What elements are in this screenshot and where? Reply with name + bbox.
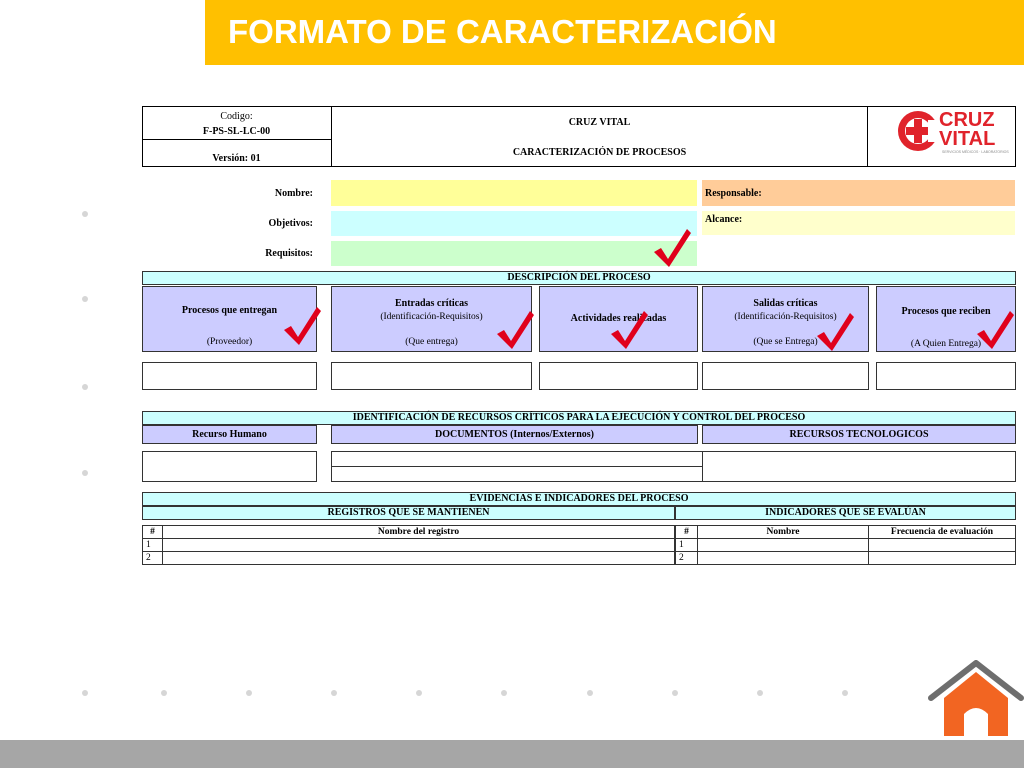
table-cell[interactable] xyxy=(163,539,675,552)
process-column-note: (Que se Entrega) xyxy=(753,337,818,347)
table-row xyxy=(676,552,1016,565)
documents-box[interactable] xyxy=(331,466,703,482)
slide-title-bar xyxy=(205,0,1024,65)
table-row xyxy=(676,526,1016,539)
indicators-table xyxy=(675,525,1016,565)
version-label: Versión: 01 xyxy=(212,153,261,164)
table-header-cell: Nombre del registro xyxy=(163,526,675,539)
row-number: 2 xyxy=(143,552,163,565)
nombre-label: Nombre: xyxy=(274,188,313,199)
process-entry-box[interactable] xyxy=(539,362,698,390)
process-entry-box[interactable] xyxy=(331,362,532,390)
decorative-dot xyxy=(842,690,848,696)
alcance-field[interactable] xyxy=(702,211,1015,235)
slide-title: FORMATO DE CARACTERIZACIÓN xyxy=(228,13,777,50)
table-row xyxy=(143,552,675,565)
decorative-dot xyxy=(82,296,88,302)
codigo-label: Codigo: xyxy=(220,111,253,122)
documents-box[interactable] xyxy=(331,451,703,467)
table-header-cell: # xyxy=(676,526,698,539)
process-entry-box[interactable] xyxy=(876,362,1016,390)
records-table xyxy=(142,525,675,565)
decorative-dot xyxy=(416,690,422,696)
technological-resources-header: RECURSOS TECNOLOGICOS xyxy=(702,425,1016,444)
table-row xyxy=(676,539,1016,552)
logo-text-cruz: CRUZ xyxy=(939,109,995,131)
process-entry-box[interactable] xyxy=(702,362,869,390)
human-resource-box[interactable] xyxy=(142,451,317,482)
check-mark-icon xyxy=(495,308,535,350)
documents-header: DOCUMENTOS (Internos/Externos) xyxy=(331,425,698,444)
process-column-note: (Proveedor) xyxy=(206,337,253,347)
table-cell[interactable] xyxy=(698,552,869,565)
nombre-field[interactable] xyxy=(331,180,697,206)
logo-text-vital: VITAL xyxy=(939,128,996,150)
check-mark-icon xyxy=(652,226,692,268)
objetivos-field[interactable] xyxy=(331,211,697,236)
process-column-note: (A Quien Entrega) xyxy=(910,339,982,349)
resources-section-header: IDENTIFICACIÓN DE RECURSOS CRÍTICOS PARA LA EJECUCIÓN Y CONTROL DEL PROCESO xyxy=(142,411,1016,425)
process-entry-box[interactable] xyxy=(142,362,317,390)
table-row xyxy=(143,526,675,539)
decorative-dot xyxy=(82,690,88,696)
home-icon[interactable] xyxy=(928,660,1024,740)
records-header: REGISTROS QUE SE MANTIENEN xyxy=(142,506,675,520)
indicators-header: INDICADORES QUE SE EVALÚAN xyxy=(675,506,1016,520)
check-mark-icon xyxy=(815,310,855,352)
decorative-dot xyxy=(757,690,763,696)
table-cell[interactable] xyxy=(163,552,675,565)
row-number: 1 xyxy=(143,539,163,552)
check-mark-icon xyxy=(609,308,649,350)
document-title: CARACTERIZACIÓN DE PROCESOS xyxy=(512,147,687,158)
table-header-cell: # xyxy=(143,526,163,539)
decorative-dot xyxy=(82,470,88,476)
footer-bar xyxy=(0,740,1024,768)
requisitos-label: Requisitos: xyxy=(265,248,313,259)
process-column-title: Salidas críticas xyxy=(753,298,818,309)
responsable-label: Responsable: xyxy=(705,188,762,199)
process-column-subtitle: (Identificación-Requisitos) xyxy=(734,312,837,322)
check-mark-icon xyxy=(975,308,1015,350)
table-cell[interactable] xyxy=(869,539,1016,552)
decorative-dot xyxy=(82,384,88,390)
table-cell[interactable] xyxy=(698,539,869,552)
process-column-title: Procesos que entregan xyxy=(181,305,278,316)
process-column-title: Entradas críticas xyxy=(394,298,469,309)
logo-tagline: SERVICIOS MÉDICOS · LABORATORIOS xyxy=(942,150,1009,154)
divider xyxy=(867,106,868,167)
company-name: CRUZ VITAL xyxy=(568,117,631,128)
process-column-title: Actividades realizadas xyxy=(570,313,667,324)
process-section-header: DESCRIPCIÓN DEL PROCESO xyxy=(142,271,1016,285)
table-header-cell: Nombre xyxy=(698,526,869,539)
evidence-section-header: EVIDENCIAS E INDICADORES DEL PROCESO xyxy=(142,492,1016,506)
table-cell[interactable] xyxy=(869,552,1016,565)
process-column-subtitle: (Identificación-Requisitos) xyxy=(380,312,483,322)
decorative-dot xyxy=(161,690,167,696)
table-row xyxy=(143,539,675,552)
objetivos-label: Objetivos: xyxy=(268,218,313,229)
row-number: 1 xyxy=(676,539,698,552)
responsable-field[interactable] xyxy=(702,180,1015,206)
decorative-dot xyxy=(501,690,507,696)
row-number: 2 xyxy=(676,552,698,565)
alcance-label: Alcance: xyxy=(705,214,743,225)
process-column-note: (Que entrega) xyxy=(405,337,458,347)
codigo-value: F-PS-SL-LC-00 xyxy=(202,126,271,137)
decorative-dot xyxy=(331,690,337,696)
technological-resources-box[interactable] xyxy=(702,451,1016,482)
decorative-dot xyxy=(672,690,678,696)
divider xyxy=(142,139,331,140)
decorative-dot xyxy=(246,690,252,696)
requisitos-field[interactable] xyxy=(331,241,697,266)
cruz-vital-logo xyxy=(870,108,1014,165)
decorative-dot xyxy=(82,211,88,217)
table-header-cell: Frecuencia de evaluación xyxy=(869,526,1016,539)
check-mark-icon xyxy=(282,304,322,346)
process-column-title: Procesos que reciben xyxy=(901,306,991,317)
human-resource-header: Recurso Humano xyxy=(142,425,317,444)
decorative-dot xyxy=(587,690,593,696)
